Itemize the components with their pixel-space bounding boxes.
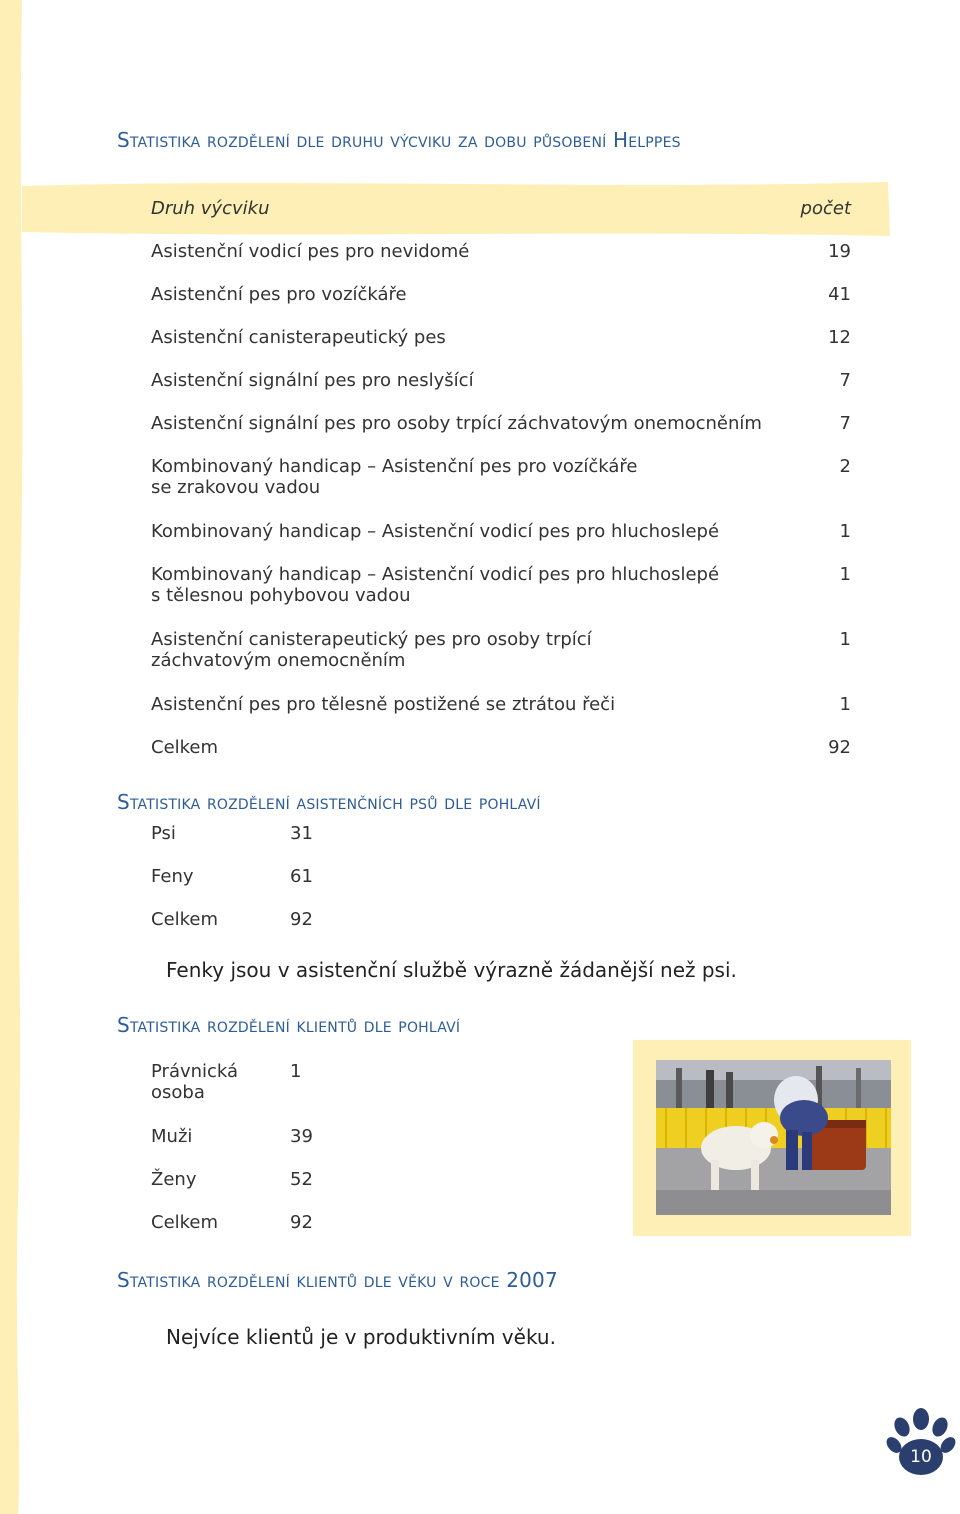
item-label	[151, 1061, 281, 1103]
row-value: 2	[839, 456, 851, 477]
item-value: 92	[290, 909, 313, 930]
column-header-count: počet	[800, 198, 851, 219]
item-label: Celkem	[151, 1212, 219, 1233]
item-label: Psi	[151, 823, 176, 844]
section-heading-client-age: Statistika rozdělení klientů dle věku v roce 2007	[117, 1268, 558, 1292]
item-value: 31	[290, 823, 313, 844]
row-label	[151, 564, 791, 606]
page-number-badge	[886, 1403, 956, 1477]
total-value: 92	[828, 737, 851, 758]
note-client-age: Nejvíce klientů je v produktivním věku.	[166, 1325, 556, 1349]
row-value: 1	[839, 694, 851, 715]
item-label-line1: Právnická	[151, 1061, 239, 1082]
item-value: 61	[290, 866, 313, 887]
row-label-line1: Kombinovaný handicap – Asistenční pes pro vozíčkáře	[151, 456, 638, 477]
row-value: 19	[828, 241, 851, 262]
row-label: Asistenční vodicí pes pro nevidomé	[151, 241, 470, 262]
row-label: Kombinovaný handicap – Asistenční vodicí pes pro hluchoslepé	[151, 521, 720, 542]
row-label: Asistenční pes pro tělesně postižené se ztrátou řeči	[151, 694, 616, 715]
row-label-line2: se zrakovou vadou	[151, 477, 321, 498]
row-label: Asistenční canisterapeutický pes	[151, 327, 446, 348]
row-value: 1	[839, 564, 851, 585]
row-value: 1	[839, 521, 851, 542]
item-value: 39	[290, 1126, 313, 1147]
column-header-type: Druh výcviku	[151, 198, 270, 219]
item-label: Celkem	[151, 909, 219, 930]
row-value: 1	[839, 629, 851, 650]
item-label: Feny	[151, 866, 194, 887]
item-label: Ženy	[151, 1169, 197, 1190]
row-label: Asistenční signální pes pro neslyšící	[151, 370, 474, 391]
row-label-line1: Asistenční canisterapeutický pes pro osoby trpící	[151, 629, 592, 650]
section-heading-dog-gender: Statistika rozdělení asistenčních psů dle pohlaví	[117, 790, 541, 814]
row-label-line2: záchvatovým onemocněním	[151, 650, 406, 671]
row-value: 41	[828, 284, 851, 305]
row-value: 7	[839, 413, 851, 434]
page-number: 10	[910, 1447, 932, 1467]
row-label: Asistenční pes pro vozíčkáře	[151, 284, 407, 305]
note-dog-gender: Fenky jsou v asistenční službě výrazně žádanější než psi.	[166, 958, 737, 982]
section-heading-training: Statistika rozdělení dle druhu výcviku za dobu působení Helppes	[117, 128, 681, 152]
row-label	[151, 456, 791, 498]
row-value: 12	[828, 327, 851, 348]
item-label: Muži	[151, 1126, 193, 1147]
item-value: 1	[290, 1061, 302, 1082]
section-heading-client-gender: Statistika rozdělení klientů dle pohlaví	[117, 1013, 461, 1037]
row-label	[151, 629, 791, 671]
row-label: Asistenční signální pes pro osoby trpící záchvatovým onemocněním	[151, 413, 762, 434]
row-label-line2: s tělesnou pohybovou vadou	[151, 585, 411, 606]
item-value: 52	[290, 1169, 313, 1190]
item-value: 92	[290, 1212, 313, 1233]
row-label-line1: Kombinovaný handicap – Asistenční vodicí pes pro hluchoslepé	[151, 564, 720, 585]
total-label: Celkem	[151, 737, 219, 758]
dog-photo	[656, 1060, 891, 1215]
item-label-line2: osoba	[151, 1082, 205, 1103]
left-cream-band	[0, 0, 22, 1514]
row-value: 7	[839, 370, 851, 391]
